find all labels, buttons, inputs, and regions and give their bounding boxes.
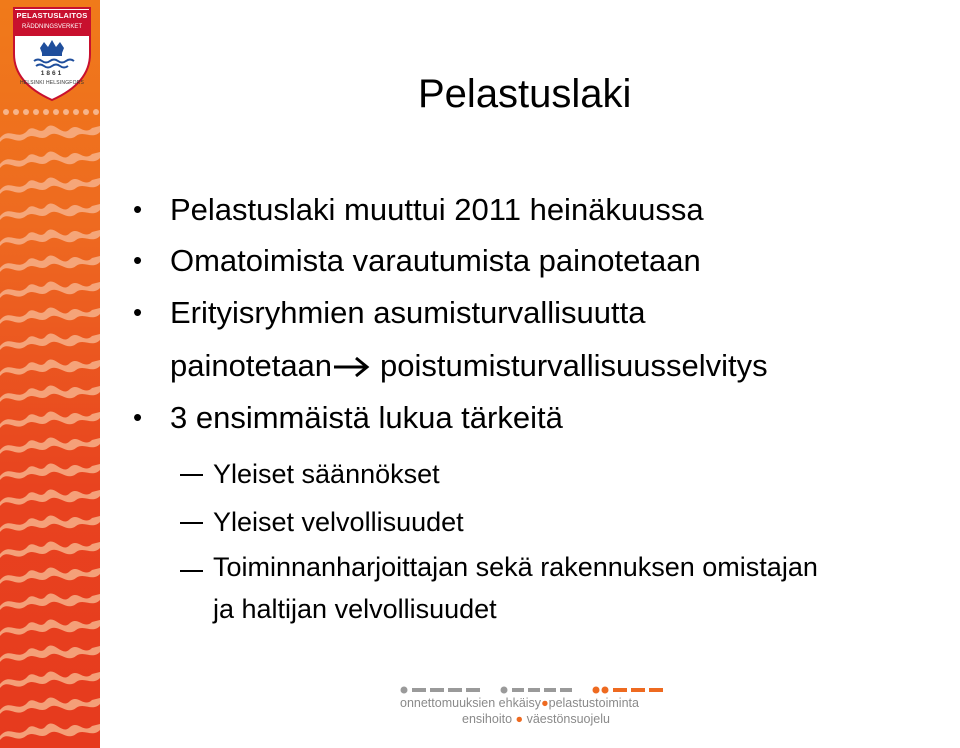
bullet-icon: •	[133, 245, 143, 275]
sub-item	[180, 450, 960, 498]
footer-text: pelastustoiminta	[548, 696, 639, 710]
bullet-text: Omatoimista varautumista painotetaan	[170, 243, 701, 278]
dash-icon	[180, 522, 203, 524]
arrow-right-icon	[332, 355, 372, 379]
footer-text: väestönsuojelu	[526, 712, 610, 726]
pelastuslaitos-logo	[12, 6, 92, 102]
logo-ring-text: HELSINKI HELSINGFORS	[19, 80, 84, 86]
bullet-icon: •	[133, 402, 143, 432]
sub-item-text: Yleiset velvollisuudet	[213, 507, 464, 537]
bullet-text: 3 ensimmäistä lukua tärkeitä	[170, 400, 563, 435]
sub-item-text-line1: Toiminnanharjoittajan sekä rakennuksen omistajan	[213, 552, 818, 582]
bullet-text-line2-pre: painotetaan	[170, 348, 333, 383]
logo-year: 1861	[40, 70, 64, 77]
footer-line2	[462, 712, 610, 726]
footer-line1	[400, 696, 639, 710]
separator-dot-icon: ●	[515, 712, 524, 726]
sub-item	[180, 546, 960, 630]
bullet-item	[120, 184, 960, 235]
bullet-item	[120, 235, 960, 286]
bullet-text-line1: Erityisryhmien asumisturvallisuutta	[170, 295, 646, 330]
sub-item	[180, 498, 960, 546]
bullet-text-line2-post: poistumisturvallisuusselvitys	[380, 348, 768, 383]
footer-text: ensihoito	[462, 712, 513, 726]
dash-marks	[400, 686, 680, 694]
bullet-list	[120, 184, 960, 443]
footer-slogan	[400, 686, 690, 736]
dash-icon	[180, 570, 203, 572]
slide-title: Pelastuslaki	[418, 72, 632, 116]
flame-pattern	[0, 120, 100, 748]
logo-subtitle: RÄDDNINGSVERKET	[21, 24, 82, 30]
footer-text: onnettomuuksien ehkäisy	[400, 696, 542, 710]
logo-title: PELASTUSLAITOS	[16, 11, 88, 20]
bullet-icon: •	[133, 297, 143, 327]
sub-item-text-line2: ja haltijan velvollisuudet	[213, 594, 497, 624]
bullet-text: Pelastuslaki muuttui 2011 heinäkuussa	[170, 192, 704, 227]
logo-banner	[14, 10, 90, 36]
bullet-item	[120, 286, 960, 392]
bullet-icon: •	[133, 194, 143, 224]
bullet-item	[120, 392, 960, 443]
sub-bullet-list	[180, 450, 960, 630]
sub-item-text: Yleiset säännökset	[213, 459, 440, 489]
dash-icon	[180, 474, 203, 476]
decorative-sidebar	[0, 0, 100, 748]
separator-dot-icon: ●	[541, 696, 549, 710]
dot-pattern	[0, 104, 100, 120]
